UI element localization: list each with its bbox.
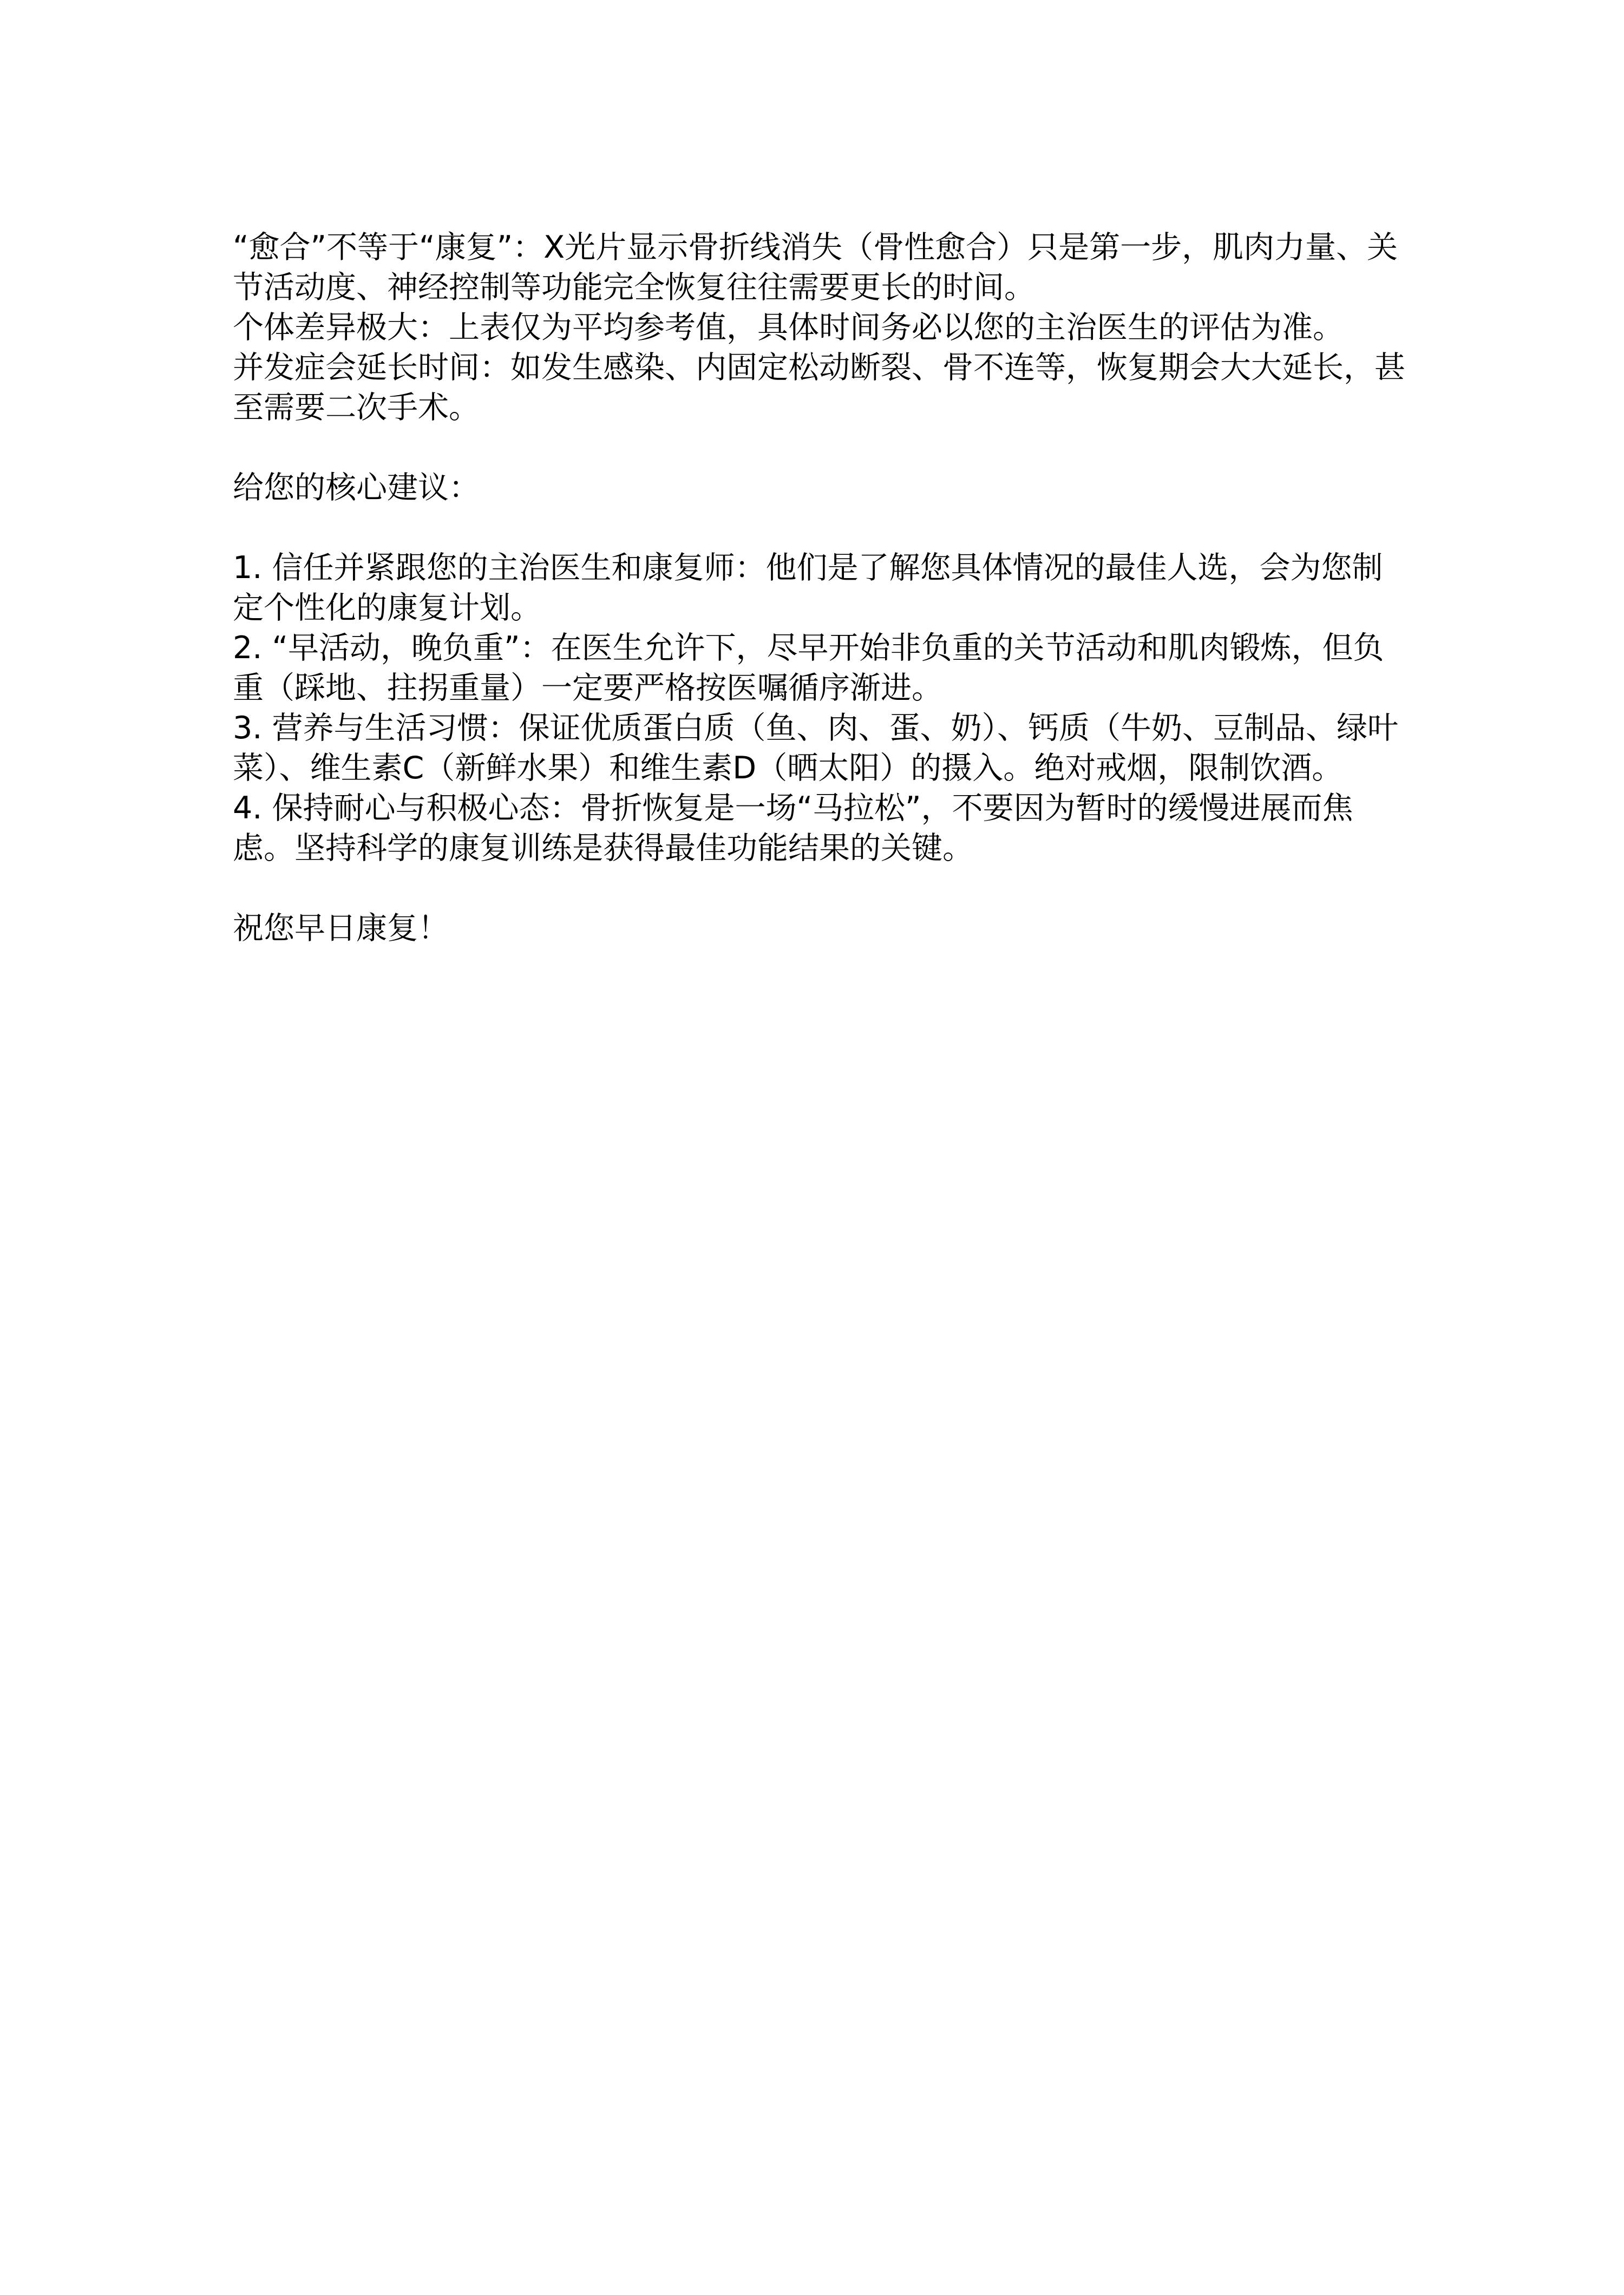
paragraph-spacer (233, 508, 1407, 548)
advice-item-1: 1. 信任并紧跟您的主治医生和康复师：他们是了解您具体情况的最佳人选，会为您制定个性化的康复计划。 (233, 550, 1383, 626)
note-individual-difference: 个体差异极大：上表仅为平均参考值，具体时间务必以您的主治医生的评估为准。 (233, 310, 1344, 345)
paragraph-spacer (233, 868, 1407, 908)
advice-item-2: 2. “早活动，晚负重”：在医生允许下，尽早开始非负重的关节活动和肌肉锻炼，但负重（踩地、拄拐重量）一定要严格按医嘱循序渐进。 (233, 630, 1384, 706)
advice-item-4: 4. 保持耐心与积极心态：骨折恢复是一场“马拉松”，不要因为暂时的缓慢进展而焦虑。坚持科学的康复训练是获得最佳功能结果的关键。 (233, 790, 1353, 866)
closing-wish: 祝您早日康复！ (233, 910, 449, 946)
advice-item-3: 3. 营养与生活习惯：保证优质蛋白质（鱼、肉、蛋、奶）、钙质（牛奶、豆制品、绿叶菜）、维生素C（新鲜水果）和维生素D（晒太阳）的摄入。绝对戒烟，限制饮酒。 (233, 710, 1398, 786)
note-healing-vs-recovery: “愈合”不等于“康复”：X光片显示骨折线消失（骨性愈合）只是第一步，肌肉力量、关节活动度、神经控制等功能完全恢复往往需要更长的时间。 (233, 230, 1398, 305)
paragraph-spacer (233, 428, 1407, 468)
note-complications: 并发症会延长时间：如发生感染、内固定松动断裂、骨不连等，恢复期会大大延长，甚至需要二次手术。 (233, 350, 1405, 425)
advice-heading: 给您的核心建议： (233, 470, 480, 506)
document-body (233, 227, 1407, 948)
